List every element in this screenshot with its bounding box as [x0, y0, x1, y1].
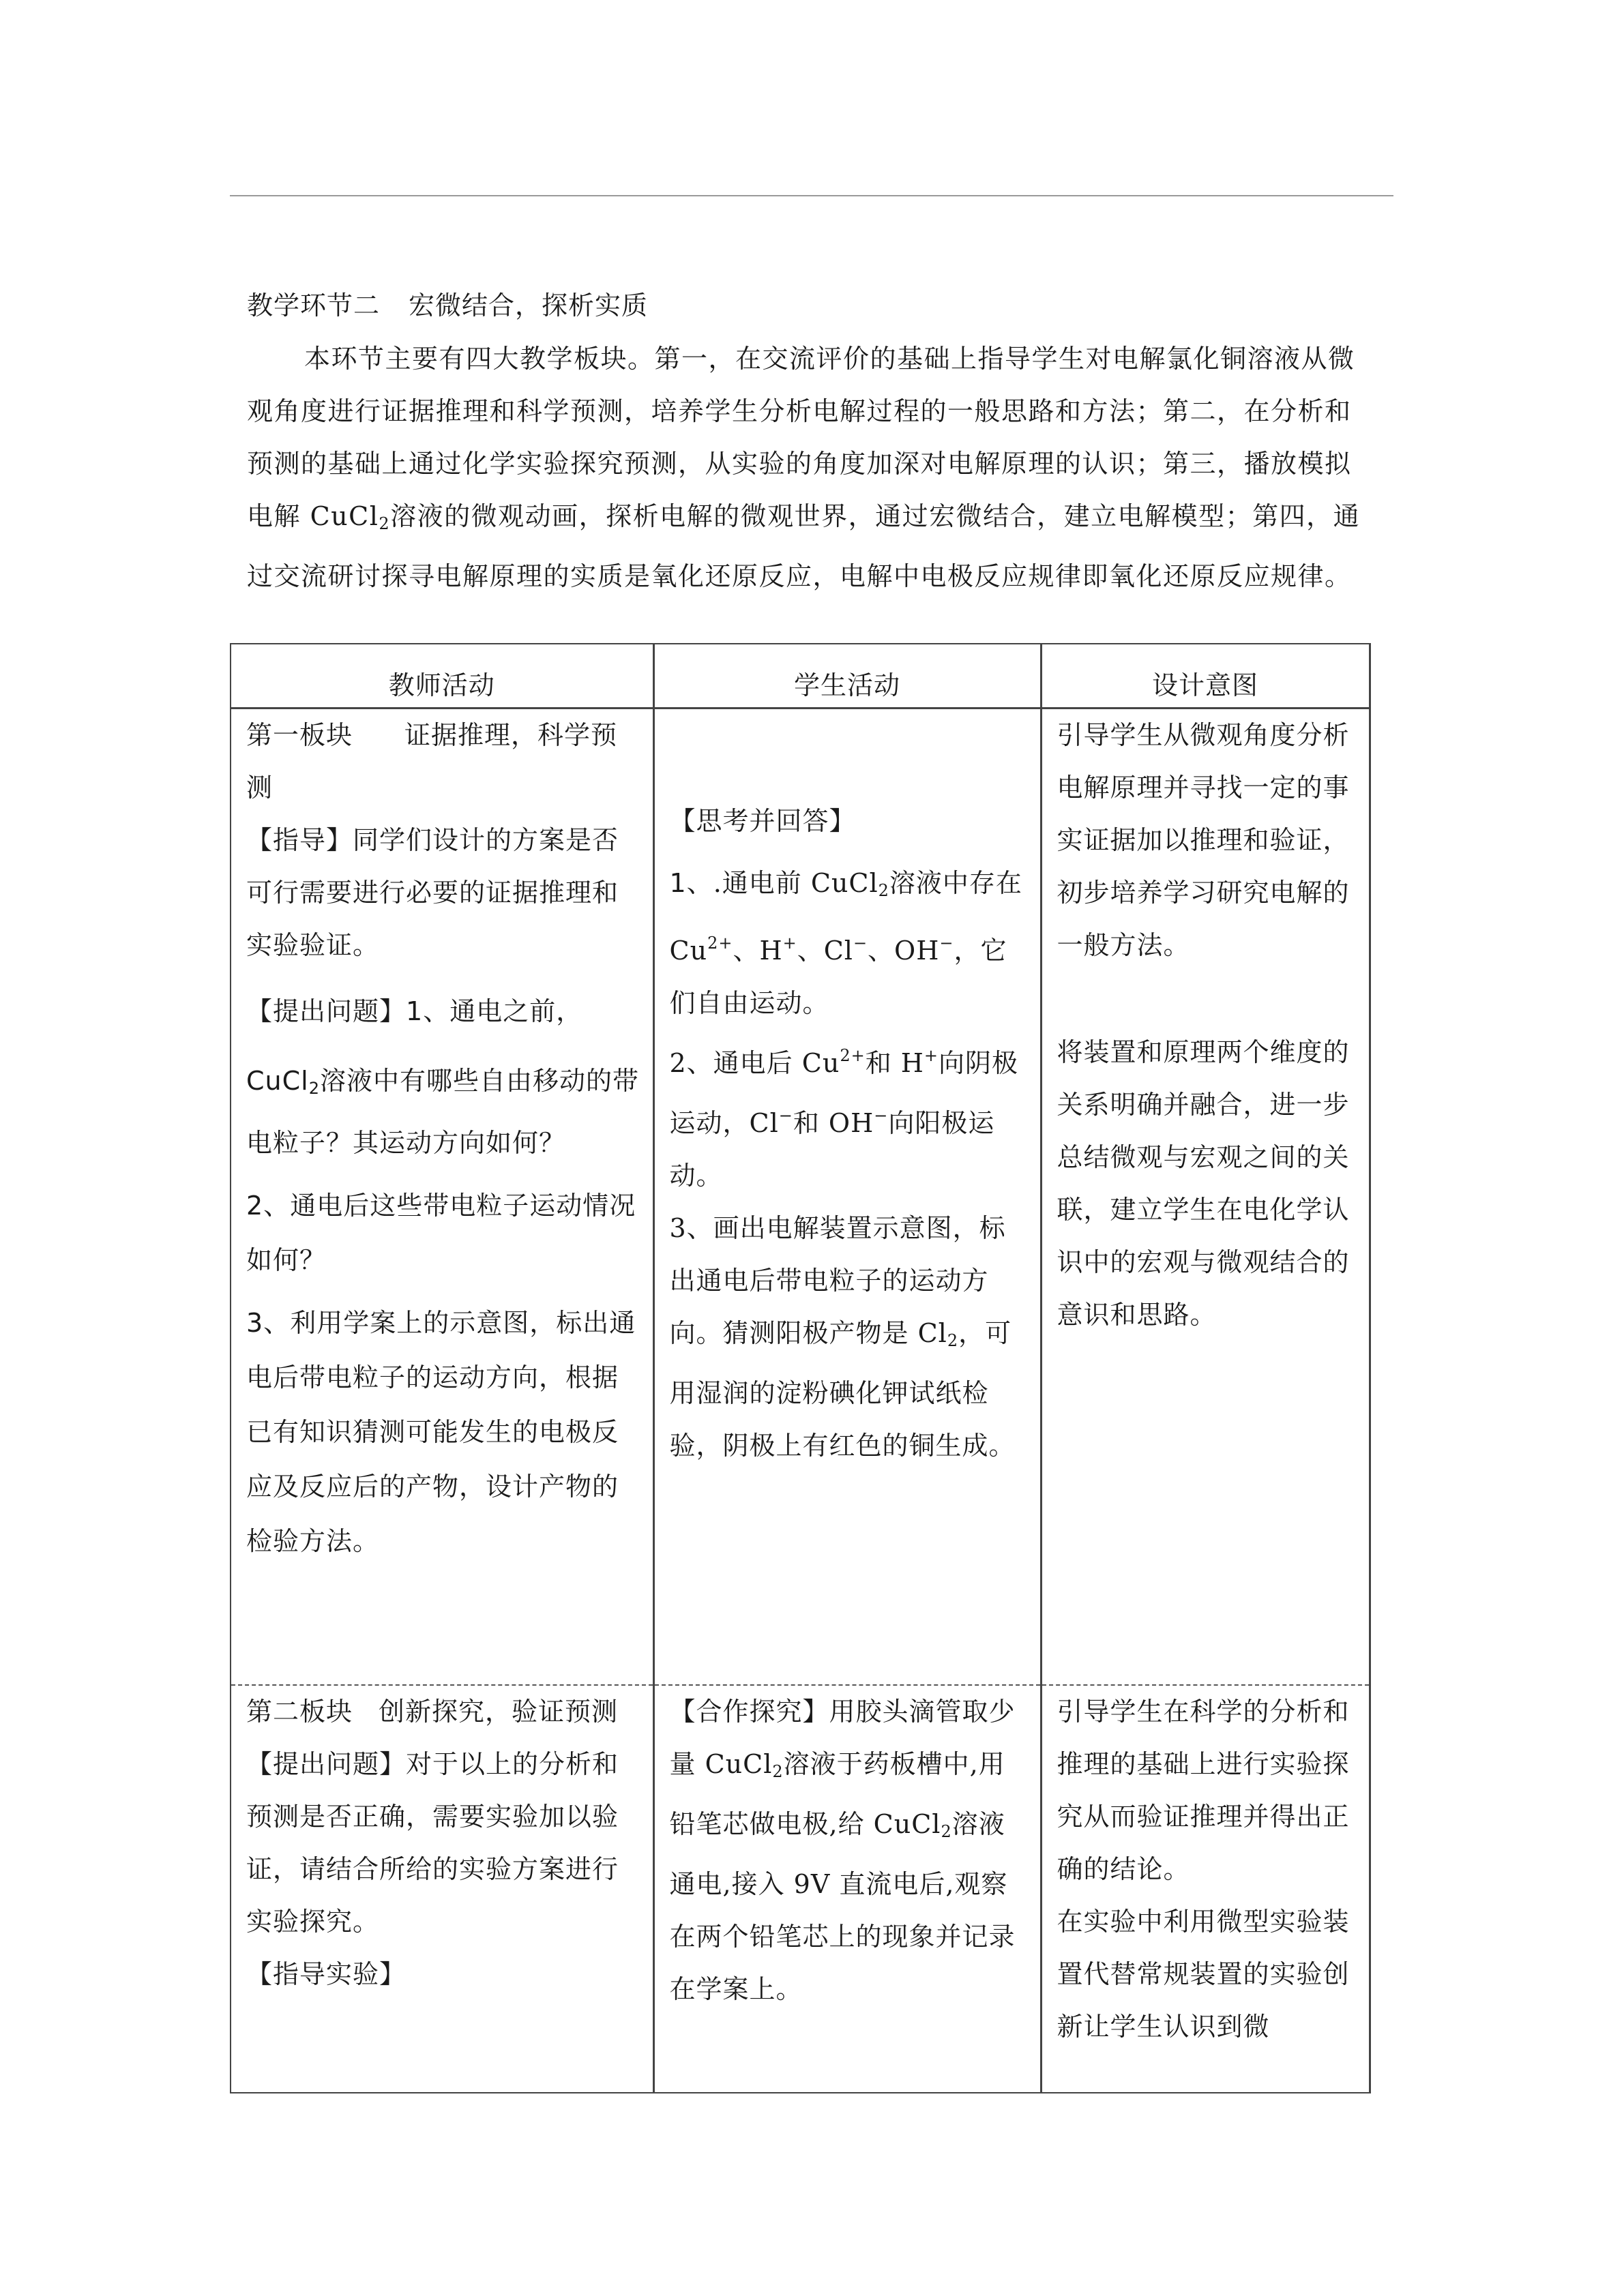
block1-guide — [246, 814, 640, 972]
block2-question-tag: 【提出问题】 — [246, 1749, 407, 1779]
student2-tag: 【合作探究】 — [669, 1697, 829, 1727]
block2-title — [246, 1686, 640, 1738]
block1-label: 第一板块 — [246, 720, 353, 750]
q2-text: 通电后这些带电粒子运动情况如何？ — [246, 1191, 636, 1275]
a1-sup-cu: 2+ — [707, 934, 733, 953]
a1-sup-cl: − — [853, 934, 868, 953]
q3-number: 3、 — [246, 1308, 291, 1338]
q1-formula: CuCl — [246, 1066, 309, 1096]
q3-text: 利用学案上的示意图，标出通电后带电粒子的运动方向，根据已有知识猜测可能发生的电极反应及反应后的产物，设计产物的检验方法。 — [246, 1308, 636, 1556]
a2-text-cl: 向阴极运动，Cl — [669, 1048, 1019, 1138]
a2-text-pre: 2、通电后 Cu — [669, 1048, 840, 1078]
section-heading-title: 宏微结合，探析实质 — [409, 290, 649, 320]
student1-tag: 【思考并回答】 — [669, 806, 856, 836]
block2-label: 第二板块 — [246, 1697, 353, 1727]
student2-text-pre: 用胶头滴管取少量 CuCl — [669, 1697, 1016, 1779]
intent2-paragraph-1: 引导学生在科学的分析和推理的基础上进行实验探究从而验证推理并得出正确的结论。 — [1057, 1697, 1350, 1884]
intro-text-a: 本环节主要有四大教学板块。第一，在交流评价的基础上指导学生对电解氯化铜溶液从微观角度进行证据推理和科学预测，培养学生分析电解过程的一般思路和方法；第二，在分析和预测的基础上通过化学实验探究预测，从实验的角度加深对电解原理的认识；第三，播放模拟电解 CuCl — [247, 344, 1355, 531]
q1-number: 1、 — [406, 996, 450, 1026]
a2-text-post: 向阳极运动。 — [669, 1108, 995, 1191]
section-heading-label: 教学环节二 — [247, 290, 381, 320]
student2-paragraph — [670, 1686, 1028, 2016]
table-row — [231, 1685, 1370, 2093]
intent1-paragraph-2: 将装置和原理两个维度的关系明确并融合，进一步总结微观与宏观之间的关联，建立学生在电化学认识中的宏观与微观结合的意识和思路。 — [1057, 1037, 1350, 1330]
row2-intent-cell — [1041, 1685, 1370, 2093]
block2-heading: 创新探究，验证预测 — [379, 1697, 619, 1727]
intent2-paragraph-2: 在实验中利用微型实验装置代替常规装置的实验创新让学生认识到微 — [1057, 1907, 1350, 2042]
header-intent: 设计意图 — [1041, 644, 1370, 709]
section-heading — [247, 285, 648, 326]
a1-sup-h: + — [782, 934, 797, 953]
a2-text-h: 和 H — [865, 1048, 924, 1078]
block1-question-1 — [246, 984, 640, 1039]
a3-text-pre: 3、画出电解装置示意图，标出通电后带电粒子的运动方向。猜测阳极产物是 Cl — [669, 1213, 1006, 1348]
a1-text-post: ，它们自由运动。 — [669, 936, 1007, 1018]
row1-intent-cell — [1041, 709, 1370, 1686]
intro-paragraph — [247, 333, 1371, 603]
block1-guide-tag: 【指导】 — [246, 825, 353, 855]
a3-text-post: ，可用湿润的淀粉碘化钾试纸检验，阴极上有红色的铜生成。 — [669, 1318, 1016, 1461]
header-student: 学生活动 — [653, 644, 1041, 709]
header-rule — [230, 195, 1393, 196]
block1-question-1-cont — [246, 1054, 640, 1170]
q1-pre: 通电之前， — [449, 996, 583, 1026]
block1-heading: 证据推理，科学预测 — [246, 720, 618, 803]
a1-sub: 2 — [878, 881, 889, 900]
student2-sub-2: 2 — [941, 1822, 952, 1841]
header-teacher: 教师活动 — [231, 644, 653, 709]
student1-answer-2 — [670, 1030, 1028, 1202]
student2-text-post: 溶液通电,接入 9V 直流电后,观察在两个铅笔芯上的现象并记录在学案上。 — [669, 1809, 1016, 2004]
q1-formula-sub: 2 — [308, 1079, 320, 1098]
row2-teacher-cell — [231, 1685, 653, 2093]
q2-number: 2、 — [246, 1191, 291, 1221]
a3-sub: 2 — [947, 1331, 959, 1350]
a1-text-cl: 、Cl — [797, 936, 853, 966]
intro-text-b: 溶液的微观动画，探析电解的微观世界，通过宏微结合，建立电解模型；第四，通过交流研讨探寻电解原理的实质是氧化还原反应，电解中电极反应规律即氧化还原反应规律。 — [247, 501, 1361, 591]
student2-text-mid: 溶液于药板槽中,用铅笔芯做电极,给 CuCl — [669, 1749, 1005, 1839]
a1-number: 1、 — [669, 868, 713, 898]
block2-question — [246, 1738, 640, 1948]
block2-question-text: 对于以上的分析和预测是否正确，需要实验加以验证，请结合所给的实验方案进行实验探究。 — [246, 1749, 619, 1937]
block1-question-3 — [246, 1296, 640, 1568]
a2-text-oh: 和 OH — [793, 1108, 874, 1138]
block1-question-2 — [246, 1178, 640, 1287]
a1-text-oh: 、OH — [868, 936, 940, 966]
a2-sup-cl: − — [778, 1106, 793, 1125]
a2-sup-cu: 2+ — [840, 1046, 866, 1065]
table-header-row — [231, 644, 1370, 709]
a1-sup-oh: − — [939, 934, 954, 953]
student1-answer-1 — [670, 857, 1028, 1030]
a2-sup-h: + — [924, 1046, 939, 1065]
block1-title — [246, 709, 640, 814]
intro-subscript: 2 — [379, 514, 391, 533]
row1-teacher-cell — [231, 709, 653, 1686]
block1-guide-text: 同学们设计的方案是否可行需要进行必要的证据推理和实验验证。 — [246, 825, 619, 960]
question-tag: 【提出问题】 — [246, 996, 407, 1026]
table-row — [231, 709, 1370, 1686]
activity-table — [230, 643, 1371, 2093]
block2-guide-tag: 【指导实验】 — [246, 1959, 407, 1989]
a1-text-pre: .通电前 CuCl — [713, 868, 879, 898]
row1-student-cell — [653, 709, 1041, 1686]
intent1-paragraph-1: 引导学生从微观角度分析电解原理并寻找一定的事实证据加以推理和验证，初步培养学习研究电解的一般方法。 — [1057, 720, 1350, 960]
row2-student-cell — [653, 1685, 1041, 2093]
a1-text-h: 、H — [733, 936, 783, 966]
a2-sup-oh: − — [874, 1106, 889, 1125]
student2-sub-1: 2 — [772, 1762, 784, 1781]
student1-answer-3 — [670, 1202, 1028, 1472]
q1-post: 溶液中有哪些自由移动的带电粒子？其运动方向如何？ — [246, 1066, 640, 1158]
a1-text-mid: 溶液中存在 Cu — [669, 868, 1022, 966]
